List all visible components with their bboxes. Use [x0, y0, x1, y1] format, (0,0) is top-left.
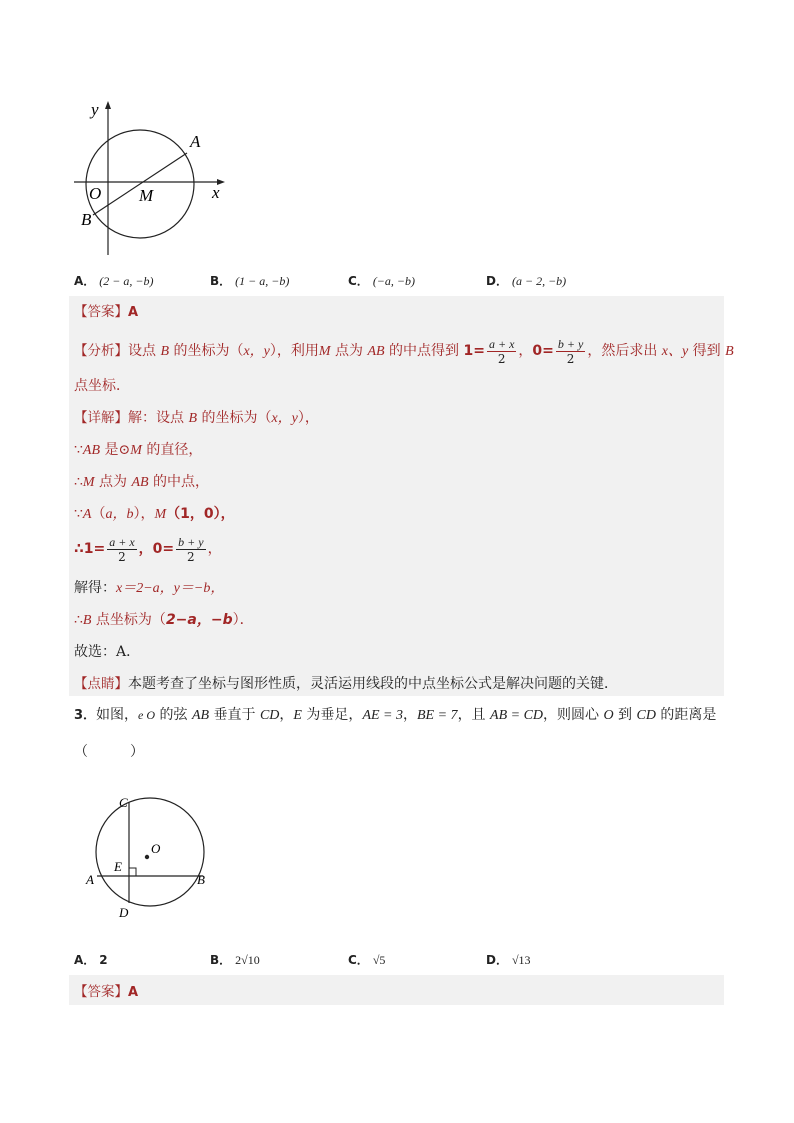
circle-O: [96, 798, 204, 906]
q2-option-c[interactable]: C． (−a, −b): [348, 274, 415, 288]
figure-2-circle-chords: [80, 790, 220, 930]
q2-step-coordinates: ∵A（a，b），M（1，0），: [74, 506, 235, 522]
q2-comment: 【点睛】本题考查了坐标与图形性质，灵活运用线段的中点坐标公式是解决问题的关键．: [74, 676, 618, 692]
q2-answer: 【答案】A: [74, 304, 139, 320]
figure-1-circle-axes: [60, 95, 240, 265]
label-M: M: [139, 186, 154, 205]
q2-option-a[interactable]: A． (2 − a, −b): [74, 274, 154, 288]
fraction-a-plus-x: $\frac{a + x}{2}$: [488, 336, 515, 366]
right-angle-mark: [129, 868, 136, 876]
fraction-a-plus-x-step: $\frac{a + x}{2}$: [109, 534, 135, 564]
label-A: A: [190, 132, 201, 151]
label-E: E: [114, 859, 122, 874]
q2-analysis: 【分析】设点 B 的坐标为（x，y），利用M 点为 AB 的中点得到 1= $\frac{a + x}{2}$ ，0= $\frac{b + y}{2}$ ，然后求出 x、y 得到 B: [74, 336, 734, 366]
center-point: [145, 855, 149, 859]
q3-solution-block: [69, 975, 724, 1005]
q3-option-a[interactable]: A． 2: [74, 953, 108, 967]
q2-step-m-midpoint: ∴M 点为 AB 的中点，: [74, 474, 210, 490]
q2-step-ab-diameter: ∵AB 是⊙M 的直径，: [74, 442, 203, 458]
label-O: O: [89, 184, 102, 203]
q3-question: 3．如图，e O 的弦 AB 垂直于 CD，E 为垂足，AE = 3，BE = 7，且 AB = CD，则圆心 O 到 CD 的距离是: [74, 707, 717, 723]
q3-option-d[interactable]: D． √13: [486, 953, 531, 967]
label-x: x: [212, 183, 220, 202]
label-A2: A: [86, 872, 94, 887]
label-D: D: [119, 905, 129, 920]
q3-option-b[interactable]: B． 2√10: [210, 953, 260, 967]
label-O2: O: [151, 841, 161, 856]
q2-step-equations: ∴1= $\frac{a + x}{2}$ ，0= $\frac{b + y}{2}$ ，: [74, 534, 222, 564]
q3-answer: 【答案】A: [74, 984, 139, 1000]
chord-AB: [93, 153, 187, 215]
q3-option-c[interactable]: C． √5: [348, 953, 386, 967]
q2-step-result: ∴B 点坐标为（2−a，−b）．: [74, 612, 254, 628]
q3-answer-paren: （ ）: [74, 744, 144, 760]
q2-detail: 【详解】解：设点 B 的坐标为（x，y），: [74, 410, 319, 426]
fraction-b-plus-y-step: $\frac{b + y}{2}$: [178, 534, 204, 564]
label-C: C: [119, 795, 128, 810]
label-y: y: [91, 100, 99, 119]
fraction-b-plus-y: $\frac{b + y}{2}$: [557, 336, 584, 366]
q2-choice: 故选：A．: [74, 644, 141, 660]
label-B2: B: [197, 872, 205, 887]
q2-option-b[interactable]: B． (1 − a, −b): [210, 274, 290, 288]
label-B: B: [81, 210, 92, 229]
q2-analysis-line2: 点坐标．: [74, 378, 130, 394]
q2-option-d[interactable]: D． (a − 2, −b): [486, 274, 567, 288]
y-axis-arrow-icon: [105, 101, 111, 109]
q2-step-solve: 解得：x＝2−a，y＝−b，: [74, 580, 225, 596]
